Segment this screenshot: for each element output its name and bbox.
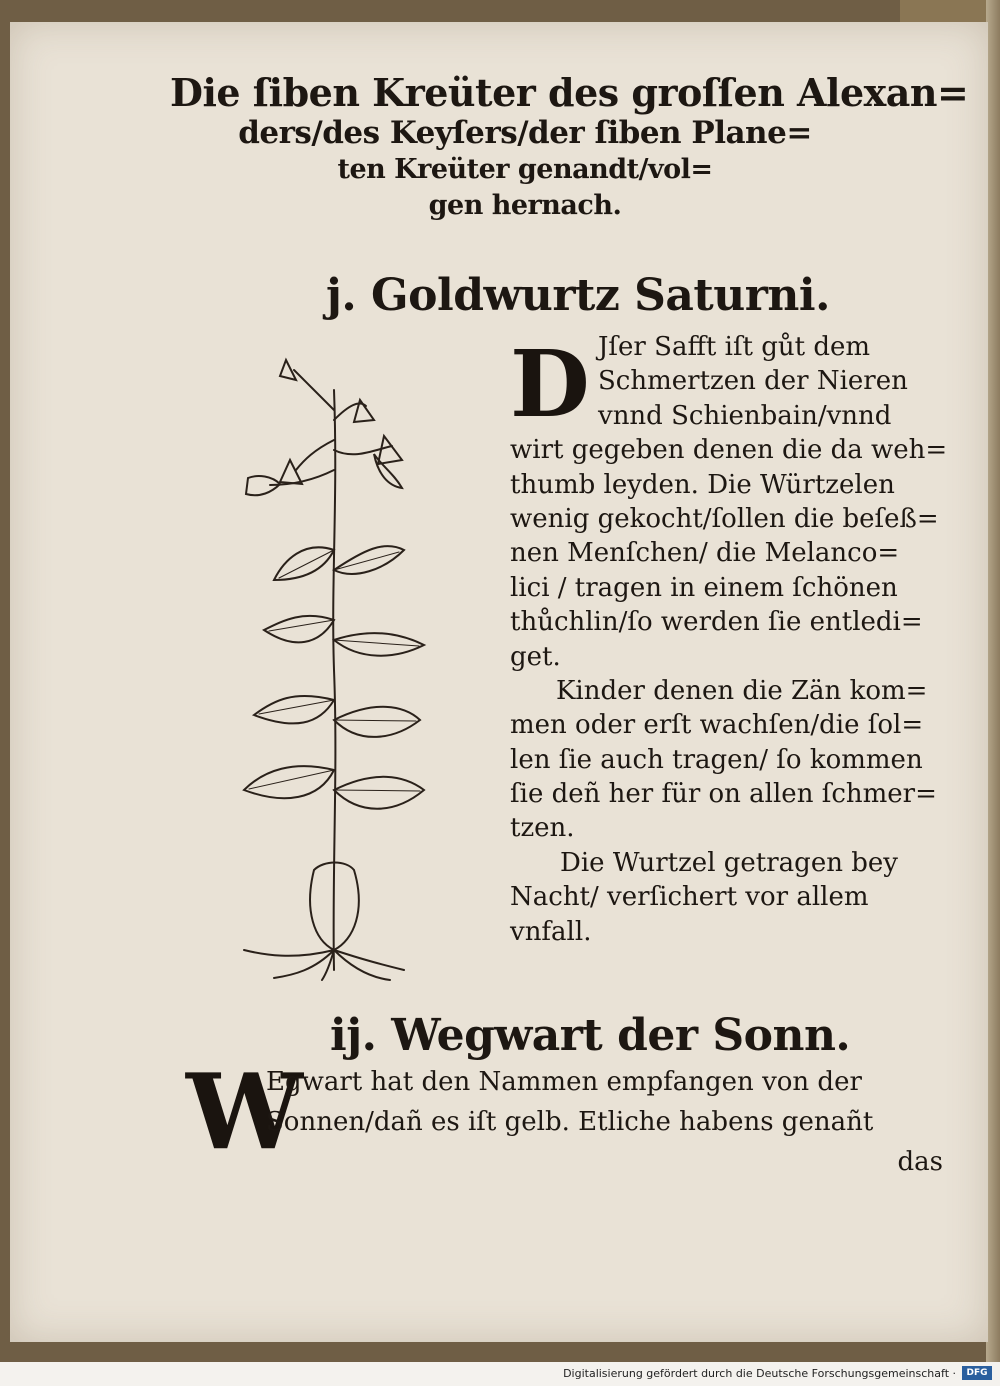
text-line: Schmertzen der Nieren bbox=[598, 366, 908, 397]
text-line: thůchlin/ſo werden ſie entledi= bbox=[510, 607, 923, 638]
footer-credit: Digitalisierung gefördert durch die Deutsche Forschungsgemeinschaft · bbox=[563, 1367, 956, 1380]
catchword: das bbox=[897, 1147, 943, 1177]
text-line: Egwart hat den Nammen empfangen von der bbox=[266, 1067, 862, 1097]
book-edge-right bbox=[986, 0, 1000, 1362]
page-content bbox=[10, 22, 988, 1342]
text-line: ſie deñ her für on allen ſchmer= bbox=[510, 779, 937, 810]
section-heading-wegwart: ij. Wegwart der Sonn. bbox=[330, 1010, 851, 1061]
text-line: vnnd Schienbain/vnnd bbox=[598, 400, 892, 431]
section2-body bbox=[198, 1062, 943, 1182]
book-edge-top bbox=[900, 0, 1000, 22]
book-page bbox=[10, 22, 988, 1342]
section-heading-goldwurtz: j. Goldwurtz Saturni. bbox=[326, 270, 830, 321]
page-title bbox=[170, 70, 969, 224]
section1-body bbox=[510, 330, 948, 949]
text-line: nen Menſchen/ die Melanco= bbox=[510, 538, 900, 569]
text-line: tzen. bbox=[510, 813, 575, 844]
text-line: vnfall. bbox=[510, 916, 592, 947]
dropcap-d: D bbox=[510, 330, 590, 438]
text-line: Sonnen/dañ es iſt gelb. Etliche habens genañt bbox=[266, 1107, 874, 1137]
title-line-4: gen hernach. bbox=[428, 190, 622, 221]
title-line-2: ders/des Keyſers/der ſiben Plane= bbox=[238, 115, 812, 151]
dfg-logo-icon: DFG bbox=[962, 1366, 992, 1380]
text-line: len ſie auch tragen/ ſo kommen bbox=[510, 744, 923, 775]
title-line-3: ten Kreüter genandt/vol= bbox=[337, 154, 713, 185]
dropcap-w: W bbox=[186, 1050, 303, 1173]
text-line: Nacht/ verſichert vor allem bbox=[510, 882, 869, 913]
text-line: Die Wurtzel getragen bey bbox=[560, 847, 898, 878]
text-line: Jſer Safft iſt gůt dem bbox=[598, 332, 871, 362]
text-line: get. bbox=[510, 641, 561, 672]
text-line: wirt gegeben denen die da weh= bbox=[510, 435, 948, 466]
digitization-footer bbox=[0, 1362, 1000, 1386]
text-line: Kinder denen die Zän kom= bbox=[556, 675, 928, 706]
text-line: thumb leyden. Die Würtzelen bbox=[510, 469, 895, 500]
title-line-1: Die ſiben Kreüter des groſſen Alexan= bbox=[170, 70, 969, 115]
text-line: men oder erſt wachſen/die ſol= bbox=[510, 710, 924, 741]
text-line: lici / tragen in einem ſchönen bbox=[510, 572, 898, 603]
plant-illustration-icon bbox=[234, 350, 434, 982]
text-line: wenig gekocht/ſollen die beſeß= bbox=[510, 503, 939, 534]
